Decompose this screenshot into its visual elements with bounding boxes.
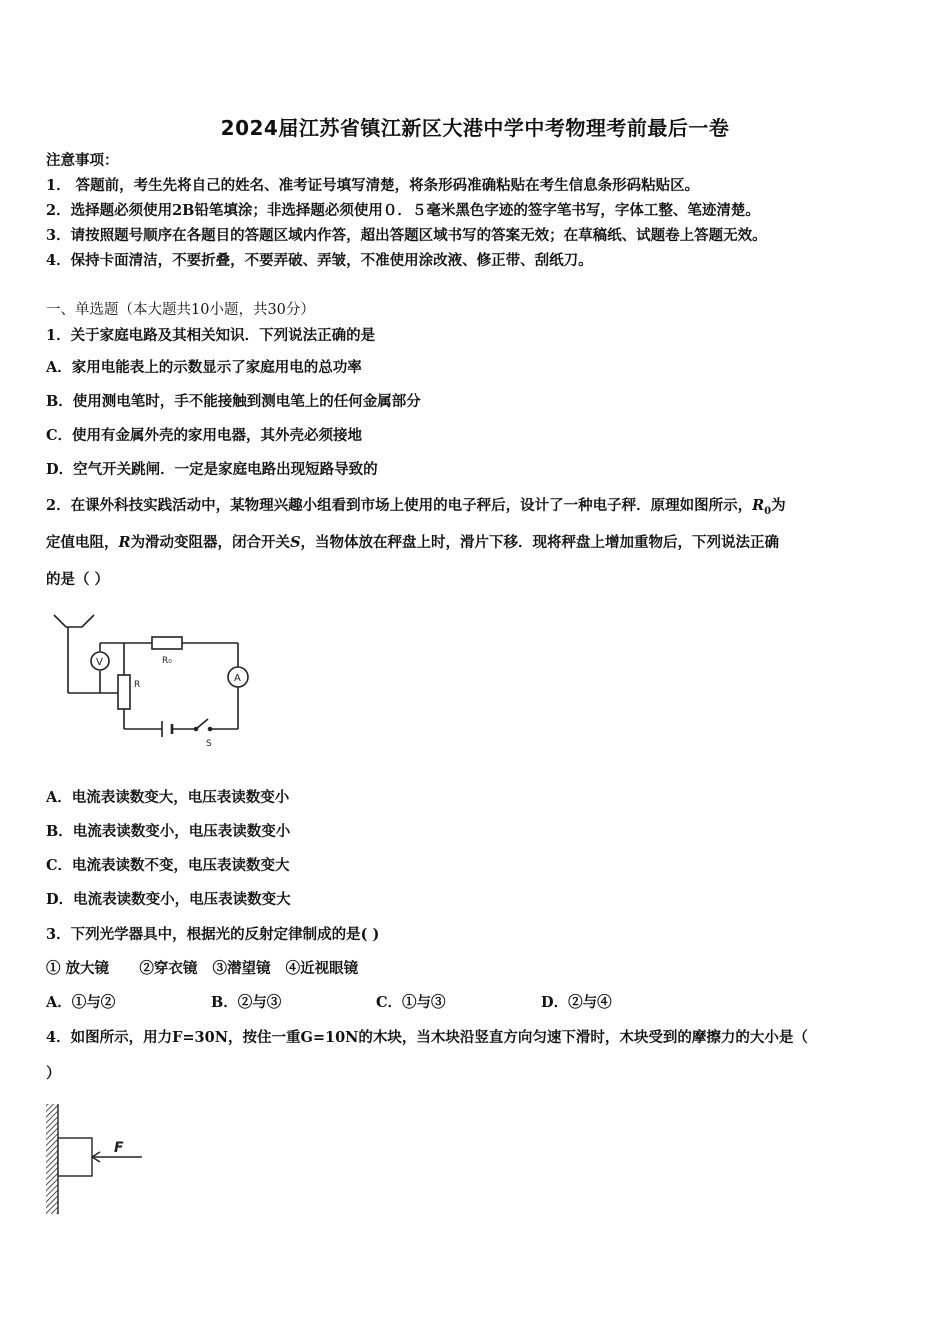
q2-option-c: C．电流表读数不变，电压表读数变大 <box>46 857 290 874</box>
q2-r-symbol: R <box>118 534 131 551</box>
q2-circuit-diagram <box>44 605 264 755</box>
q1-option-b: B．使用测电笔时，手不能接触到测电笔上的任何金属部分 <box>46 393 421 410</box>
q4-block-diagram <box>40 1100 160 1220</box>
q2-stem-a: 2．在课外科技实践活动中，某物理兴趣小组看到市场上使用的电子秤后，设计了一种电子秤．原理如图所示， <box>46 497 753 514</box>
q1-option-d: D．空气开关跳闸．一定是家庭电路出现短路导致的 <box>46 461 378 478</box>
page-title: 2024届江苏省镇江新区大港中学中考物理考前最后一卷 <box>220 116 730 140</box>
q2-option-a: A．电流表读数变大，电压表读数变小 <box>46 789 290 806</box>
q2-stem-line1 <box>46 496 786 522</box>
q3-option-c: C．①与③ <box>376 994 446 1011</box>
switch-icon <box>195 719 212 731</box>
battery-icon <box>162 721 172 737</box>
q2-s-symbol: S <box>290 534 301 551</box>
ammeter-label: A <box>234 673 241 684</box>
q3-items: ① 放大镜 ②穿衣镜 ③潜望镜 ④近视眼镜 <box>46 960 359 977</box>
r0-label: R₀ <box>162 656 172 666</box>
notice-item-4: 4．保持卡面清洁，不要折叠，不要弄破、弄皱，不准使用涂改液、修正带、刮纸刀。 <box>46 252 593 269</box>
q2-stem-e: ，当物体放在秤盘上时，滑片下移．现将秤盘上增加重物后，下列说法正确 <box>300 534 780 551</box>
scale-pan <box>54 615 94 627</box>
q1-stem: 1．关于家庭电路及其相关知识．下列说法正确的是 <box>46 327 376 344</box>
voltmeter-label: V <box>96 657 103 668</box>
notice-item-3: 3．请按照题号顺序在各题目的答题区域内作答，超出答题区域书写的答案无效；在草稿纸、试题卷上答题无效。 <box>46 227 767 244</box>
q2-stem-line3: 的是（ ） <box>46 571 110 588</box>
wall-hatching <box>46 1104 58 1214</box>
q3-option-d: D．②与④ <box>541 994 612 1011</box>
section-heading: 一、单选题（本大题共10小题，共30分） <box>46 302 315 318</box>
rheostat-label: R <box>134 680 141 690</box>
force-label: F <box>114 1140 124 1156</box>
q2-option-b: B．电流表读数变小，电压表读数变小 <box>46 823 291 840</box>
q2-option-d: D．电流表读数变小，电压表读数变大 <box>46 891 291 908</box>
resistor-r0 <box>152 637 182 649</box>
q3-option-b: B．②与③ <box>211 994 282 1011</box>
rheostat-r <box>118 675 130 709</box>
notice-item-2: 2．选择题必须使用2B铅笔填涂；非选择题必须使用０．５毫米黑色字迹的签字笔书写，字体工整、笔迹清楚。 <box>46 202 760 219</box>
q4-stem-line1: 4．如图所示，用力F=30N，按住一重G=10N的木块，当木块沿竖直方向匀速下滑时，木块受到的摩擦力的大小是（ <box>46 1029 808 1046</box>
q3-stem: 3．下列光学器具中，根据光的反射定律制成的是( ) <box>46 926 380 943</box>
notice-heading: 注意事项： <box>46 152 119 169</box>
q4-stem-line2: ） <box>46 1065 61 1082</box>
q2-stem-d: 为滑动变阻器，闭合开关 <box>130 534 291 551</box>
q2-stem-b: 为 <box>771 497 786 514</box>
wooden-block <box>58 1138 92 1176</box>
q3-option-a: A．①与② <box>46 994 116 1011</box>
notice-item-1: 1． 答题前，考生先将自己的姓名、准考证号填写清楚，将条形码准确粘贴在考生信息条形码粘贴区。 <box>46 177 700 194</box>
q1-option-c: C．使用有金属外壳的家用电器，其外壳必须接地 <box>46 427 363 444</box>
switch-label: S <box>206 739 212 749</box>
q2-stem-line2 <box>46 533 779 553</box>
q2-stem-c: 定值电阻， <box>46 534 119 551</box>
q2-r0-symbol: R <box>752 497 765 514</box>
q1-option-a: A．家用电能表上的示数显示了家庭用电的总功率 <box>46 359 362 376</box>
q2-r0-subscript: 0 <box>764 505 772 517</box>
